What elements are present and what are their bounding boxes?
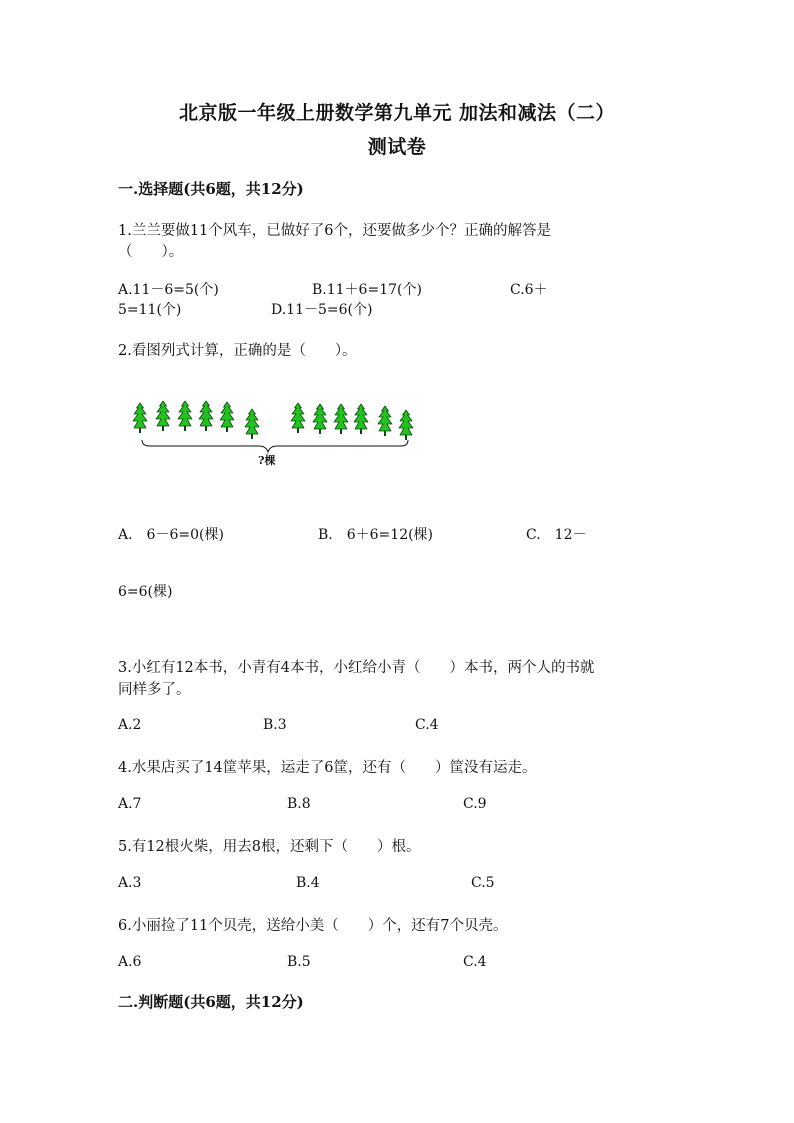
question-3-stem: 3.小红有12本书，小青有4本书，小红给小青（ ）本书，两个人的书就 — [118, 660, 595, 676]
section-heading-judgement: 二.判断题(共6题，共12分) — [118, 993, 304, 1011]
question-5-option-b[interactable]: B.4 — [296, 875, 320, 891]
tree-icon — [378, 406, 392, 436]
question-4-option-c[interactable]: C.9 — [463, 796, 487, 812]
question-5-stem: 5.有12根火柴，用去8根，还剩下（ ）根。 — [118, 839, 421, 855]
tree-icon — [199, 401, 213, 431]
tree-group-left — [133, 401, 259, 439]
tree-icon — [178, 401, 192, 431]
question-2-option-c-cont[interactable]: 6=6(棵) — [118, 584, 173, 600]
question-1-option-b[interactable]: B.11＋6=17(个) — [312, 282, 422, 298]
tree-icon — [334, 404, 348, 434]
tree-icon — [399, 410, 413, 440]
question-1-option-a[interactable]: A.11－6=5(个) — [118, 282, 219, 298]
question-4-stem: 4.水果店买了14筐苹果，运走了6筐，还有（ ）筐没有运走。 — [118, 760, 537, 776]
page-subtitle: 测试卷 — [367, 136, 427, 158]
brace — [142, 440, 408, 452]
tree-icon — [220, 402, 234, 432]
question-1-option-c[interactable]: C.6＋ — [510, 282, 548, 298]
question-3-option-b[interactable]: B.3 — [263, 717, 287, 733]
tree-icon — [291, 403, 305, 433]
question-3-stem-cont: 同样多了。 — [118, 682, 191, 698]
question-5-option-a[interactable]: A.3 — [118, 875, 142, 891]
question-6-option-b[interactable]: B.5 — [287, 954, 311, 970]
tree-icon — [156, 401, 170, 431]
question-6-option-a[interactable]: A.6 — [118, 954, 142, 970]
question-6-stem: 6.小丽捡了11个贝壳，送给小美（ ）个，还有7个贝壳。 — [118, 918, 508, 934]
question-1-stem-cont: （ ）。 — [118, 244, 184, 260]
tree-icon — [245, 409, 259, 439]
tree-figure — [128, 396, 423, 468]
page-title: 北京版一年级上册数学第九单元 加法和减法（二） — [178, 102, 616, 124]
tree-icon — [133, 403, 147, 433]
tree-group-right — [291, 403, 413, 440]
question-6-option-c[interactable]: C.4 — [463, 954, 487, 970]
question-1-stem: 1.兰兰要做11个风车，已做好了6个，还要做多少个？正确的解答是 — [118, 223, 552, 239]
question-2-option-c[interactable]: C. 12－ — [526, 527, 587, 543]
figure-caption: ?棵 — [258, 454, 276, 467]
question-5-option-c[interactable]: C.5 — [471, 875, 495, 891]
section-heading-choice: 一.选择题(共6题，共12分) — [118, 180, 304, 198]
question-2-option-b[interactable]: B. 6＋6=12(棵) — [318, 527, 434, 543]
question-1-option-c-cont[interactable]: 5=11(个) — [118, 302, 182, 318]
question-2-option-a[interactable]: A. 6－6=0(棵) — [118, 527, 224, 543]
question-4-option-a[interactable]: A.7 — [118, 796, 142, 812]
question-3-option-a[interactable]: A.2 — [118, 717, 142, 733]
question-1-option-d[interactable]: D.11－5=6(个) — [271, 302, 373, 318]
tree-icon — [354, 404, 368, 434]
question-3-option-c[interactable]: C.4 — [415, 717, 439, 733]
question-4-option-b[interactable]: B.8 — [287, 796, 311, 812]
question-2-stem: 2.看图列式计算，正确的是（ ）。 — [118, 343, 357, 359]
tree-icon — [313, 404, 327, 434]
